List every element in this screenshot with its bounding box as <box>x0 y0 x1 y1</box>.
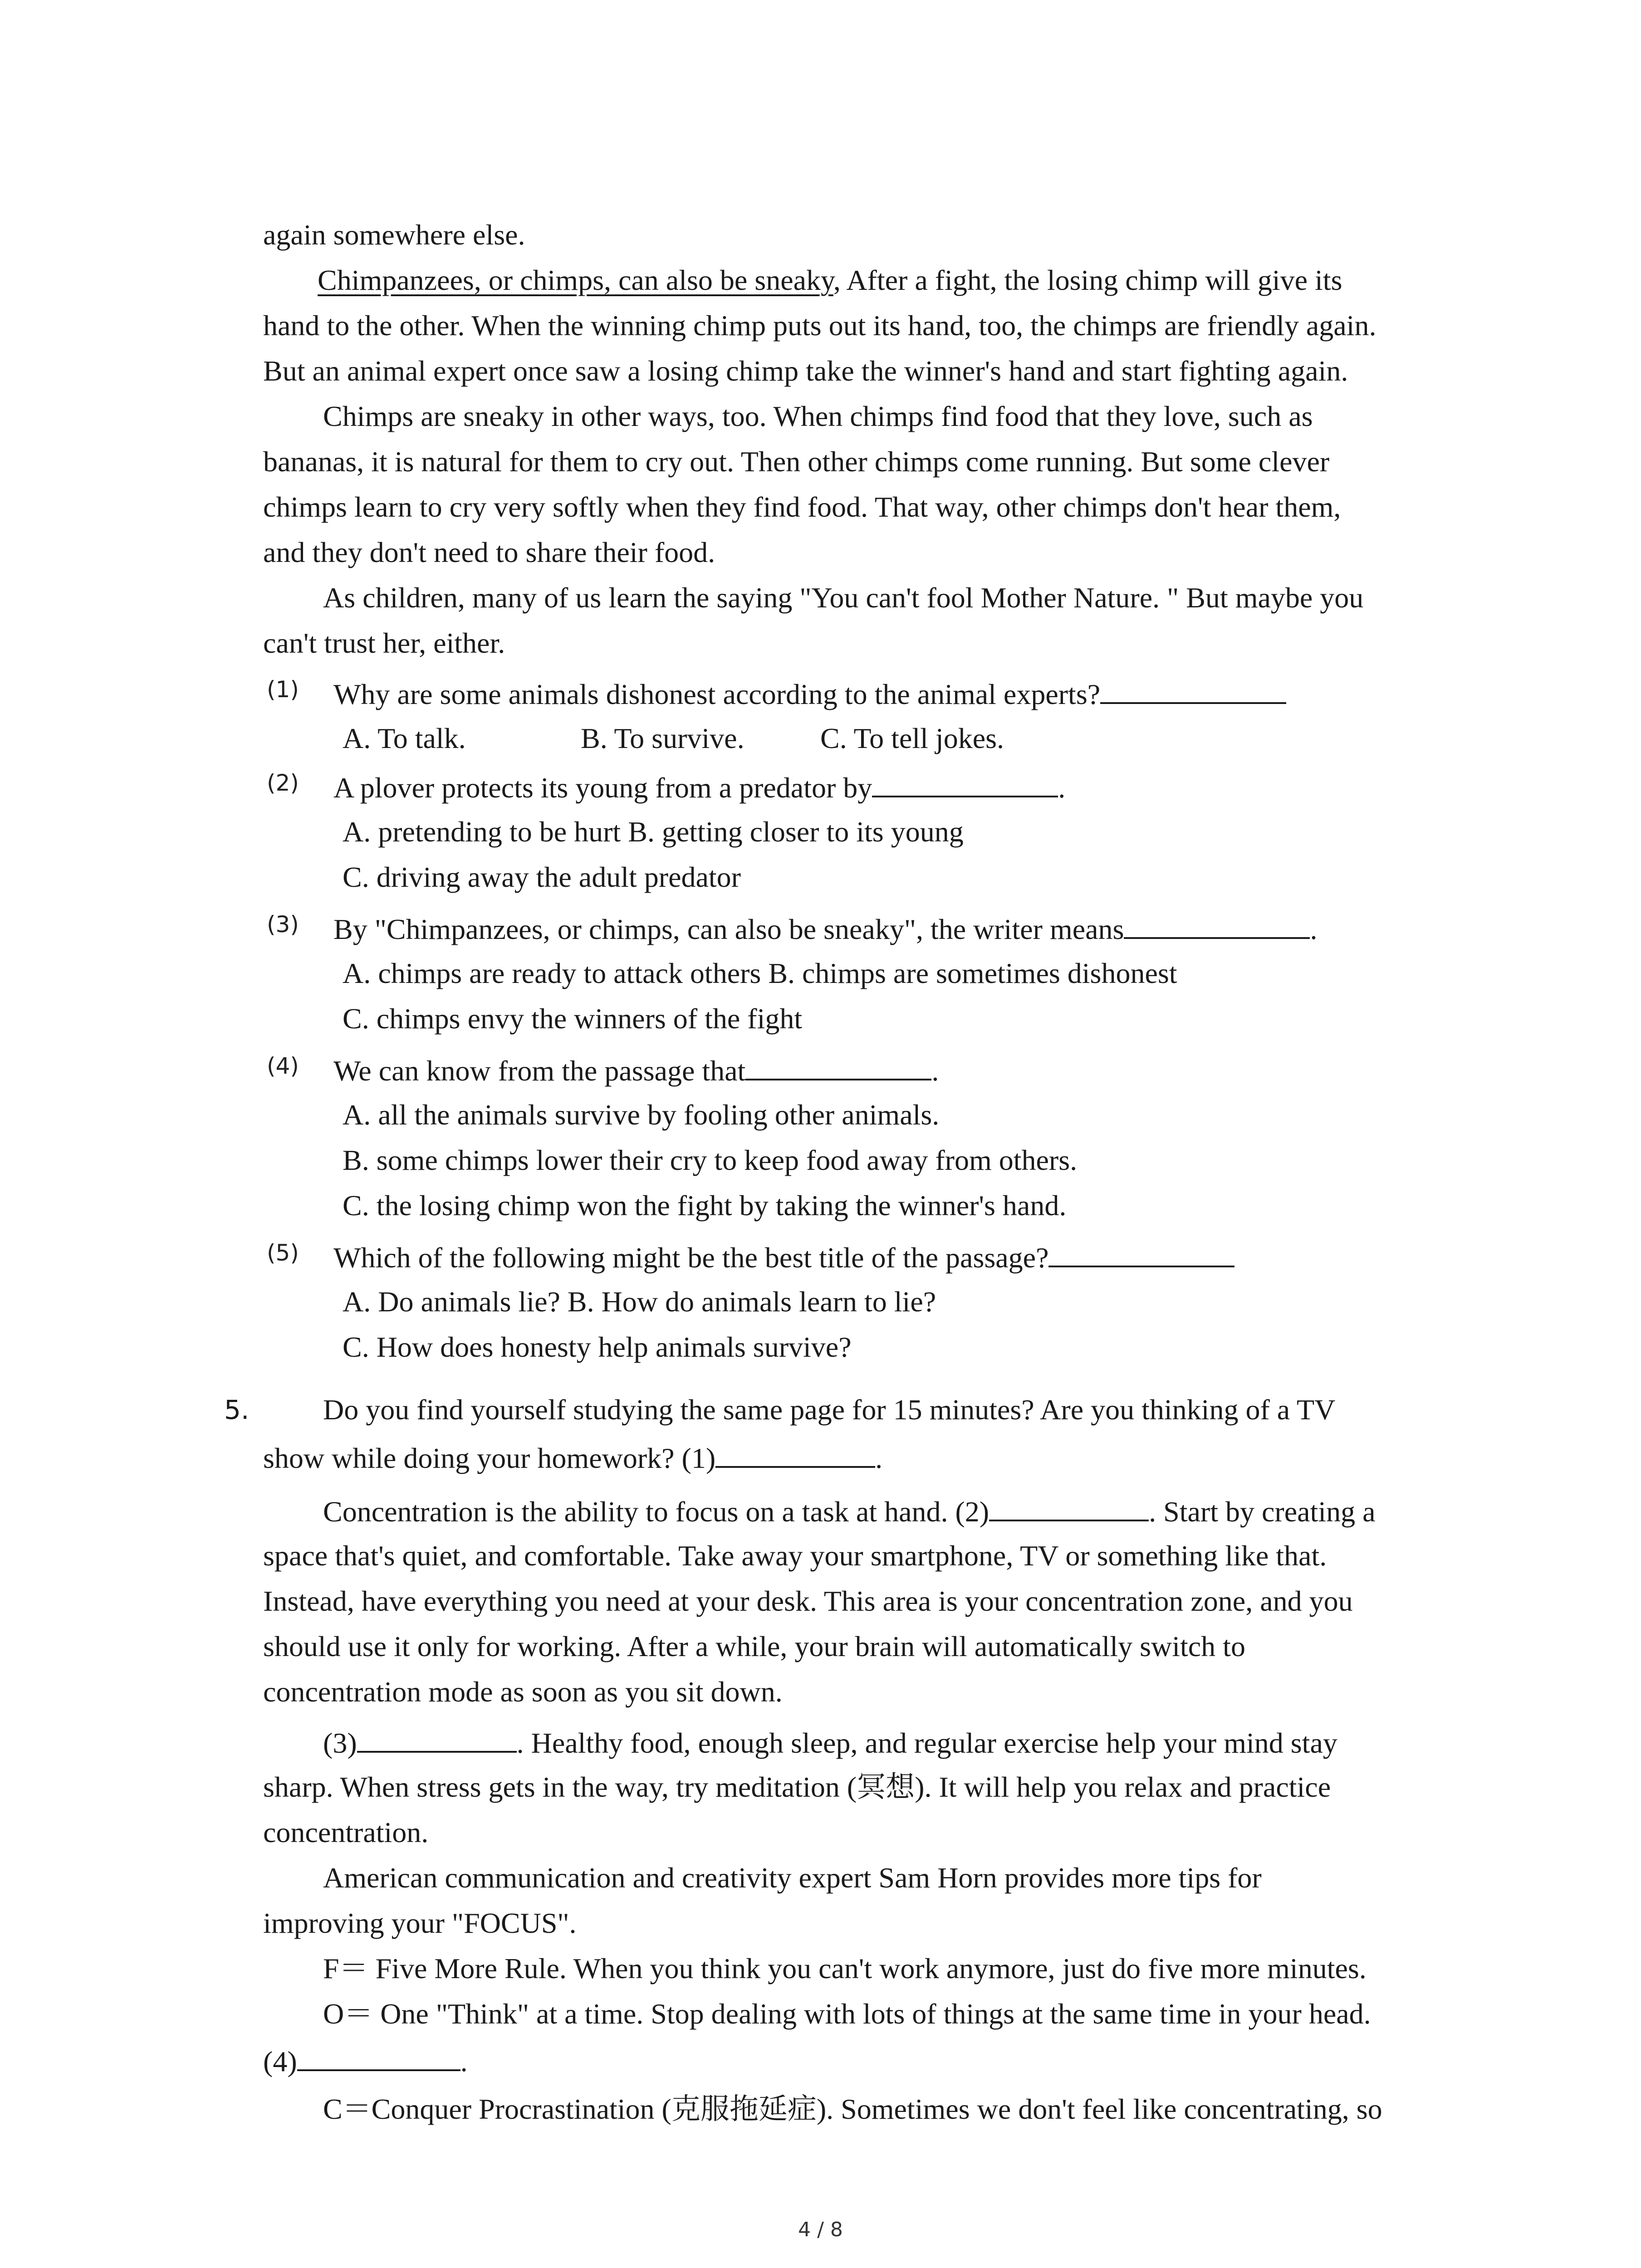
question-stem <box>333 768 1065 805</box>
answer-blank[interactable] <box>297 2042 460 2071</box>
question-stem <box>333 1238 1234 1275</box>
option-line[interactable]: C. driving away the adult predator <box>343 861 741 893</box>
period: . <box>460 2045 468 2077</box>
option-A[interactable]: A. To talk. <box>343 722 466 754</box>
answer-blank[interactable] <box>1100 675 1286 704</box>
paragraph-line: and they don't need to share their food. <box>263 536 715 568</box>
sentence: . Start by creating a <box>1149 1496 1376 1528</box>
option-C[interactable]: C. To tell jokes. <box>820 722 1004 754</box>
paragraph-line: chimps learn to cry very softly when they find food. That way, other chimps don't hear them, <box>263 491 1341 523</box>
passage-number: 5. <box>224 1394 250 1425</box>
question-text: Why are some animals dishonest according to the animal experts? <box>333 678 1101 710</box>
answer-blank[interactable] <box>357 1724 517 1753</box>
paragraph-line: concentration mode as soon as you sit down. <box>263 1676 783 1708</box>
answer-blank[interactable] <box>1124 910 1310 939</box>
paragraph-line: Do you find yourself studying the same page for 15 minutes? Are you thinking of a TV <box>323 1393 1336 1426</box>
question-text: We can know from the passage that <box>333 1055 746 1087</box>
paragraph-line: O＝ One "Think" at a time. Stop dealing with lots of things at the same time in your head. <box>323 1998 1371 2030</box>
question-number: (1) <box>267 676 299 703</box>
question-number: (4) <box>267 1053 299 1079</box>
sentence-continuation: , After a fight, the losing chimp will give its <box>833 264 1342 296</box>
question-number: (2) <box>267 770 299 796</box>
option-B[interactable]: B. To survive. <box>581 722 745 754</box>
question-text: A plover protects its young from a predator by <box>333 772 872 804</box>
sentence: Concentration is the ability to focus on a task at hand. (2) <box>323 1496 989 1528</box>
question-stem <box>333 910 1317 946</box>
option-line[interactable]: C. the losing chimp won the fight by taking the winner's hand. <box>343 1189 1067 1222</box>
paragraph-line: American communication and creativity expert Sam Horn provides more tips for <box>323 1862 1262 1894</box>
answer-blank[interactable] <box>715 1439 875 1468</box>
paragraph-line: But an animal expert once saw a losing chimp take the winner's hand and start fighting again. <box>263 355 1348 387</box>
blank-label: (4) <box>263 2045 297 2077</box>
question-number: (5) <box>267 1240 299 1266</box>
period: . <box>875 1442 883 1474</box>
paragraph-line <box>323 1492 1375 1529</box>
question-text: Which of the following might be the best title of the passage? <box>333 1242 1049 1274</box>
paragraph-line: space that's quiet, and comfortable. Take away your smartphone, TV or something like that. <box>263 1540 1327 1572</box>
question-stem <box>333 675 1286 711</box>
paragraph-line: bananas, it is natural for them to cry out. Then other chimps come running. But some clever <box>263 445 1330 478</box>
paragraph-line: can't trust her, either. <box>263 627 505 659</box>
answer-blank[interactable] <box>989 1492 1149 1521</box>
paragraph-line <box>263 2042 468 2078</box>
option-line[interactable]: C. How does honesty help animals survive? <box>343 1331 852 1363</box>
option-line[interactable]: A. pretending to be hurt B. getting closer to its young <box>343 816 964 848</box>
paragraph-line: Chimps are sneaky in other ways, too. When chimps find food that they love, such as <box>323 400 1313 432</box>
question-number: (3) <box>267 911 299 938</box>
paragraph-line: As children, many of us learn the saying "You can't fool Mother Nature. " But maybe you <box>323 582 1364 614</box>
paragraph-line: improving your "FOCUS". <box>263 1907 577 1939</box>
paragraph-line <box>323 1724 1337 1760</box>
paragraph-line: C＝Conquer Procrastination (克服拖延症). Sometimes we don't feel like concentrating, so <box>323 2093 1382 2125</box>
underlined-sentence: Chimpanzees, or chimps, can also be sneaky <box>318 264 833 296</box>
answer-blank[interactable] <box>872 768 1058 797</box>
paragraph-line: F＝ Five More Rule. When you think you can't work anymore, just do five more minutes. <box>323 1952 1367 1984</box>
paragraph-line: again somewhere else. <box>263 219 525 251</box>
blank-label: (3) <box>323 1727 357 1759</box>
paragraph-line: Instead, have everything you need at your desk. This area is your concentration zone, and you <box>263 1585 1353 1617</box>
option-line[interactable]: A. Do animals lie? B. How do animals learn to lie? <box>343 1286 936 1318</box>
sentence: . Healthy food, enough sleep, and regular exercise help your mind stay <box>516 1727 1337 1759</box>
paragraph-line <box>263 1439 882 1475</box>
option-line[interactable]: A. all the animals survive by fooling other animals. <box>343 1099 940 1131</box>
paragraph-line: hand to the other. When the winning chimp puts out its hand, too, the chimps are friendly again. <box>263 309 1376 342</box>
answer-blank[interactable] <box>745 1051 931 1080</box>
option-line[interactable]: B. some chimps lower their cry to keep food away from others. <box>343 1144 1078 1176</box>
option-line[interactable]: C. chimps envy the winners of the fight <box>343 1002 803 1035</box>
period: . <box>931 1055 939 1087</box>
page-number: 4 / 8 <box>798 2218 843 2241</box>
option-line[interactable]: A. chimps are ready to attack others B. chimps are sometimes dishonest <box>343 957 1177 989</box>
paragraph-line: sharp. When stress gets in the way, try meditation (冥想). It will help you relax and practice <box>263 1771 1331 1803</box>
period: . <box>1310 913 1318 945</box>
question-text: By "Chimpanzees, or chimps, can also be sneaky", the writer means <box>333 913 1124 945</box>
answer-blank[interactable] <box>1048 1238 1234 1267</box>
period: . <box>1058 772 1066 804</box>
question-stem <box>333 1051 939 1088</box>
paragraph-line: concentration. <box>263 1816 429 1848</box>
sentence: show while doing your homework? (1) <box>263 1442 716 1474</box>
paragraph-line <box>318 262 1342 298</box>
paragraph-line: should use it only for working. After a while, your brain will automatically switch to <box>263 1630 1245 1662</box>
